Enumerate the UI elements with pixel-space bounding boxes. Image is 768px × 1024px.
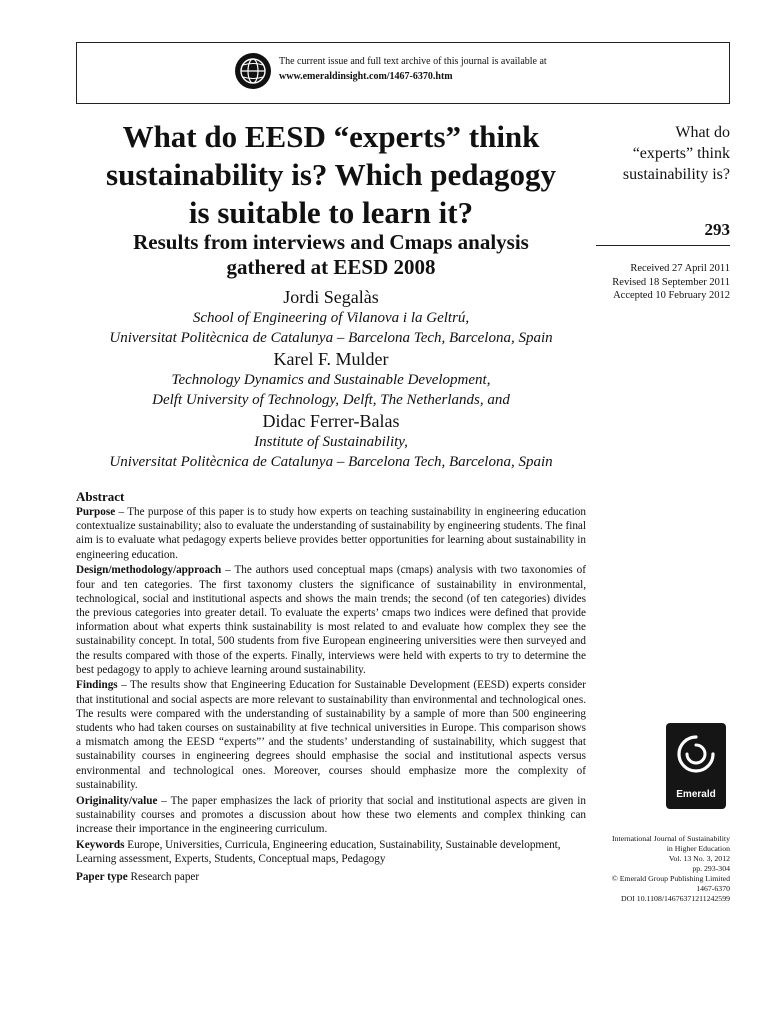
abstract-section-design	[76, 563, 586, 677]
revised-date: Revised 18 September 2011	[612, 276, 730, 288]
subtitle-line: Results from interviews and Cmaps analysis	[133, 230, 529, 254]
issn: 1467-6370	[696, 884, 730, 893]
abstract-body	[76, 505, 586, 886]
abstract-heading: Abstract	[76, 489, 125, 504]
author-affiliation: Institute of Sustainability,	[254, 434, 408, 450]
page-range: pp. 293-304	[692, 864, 730, 873]
running-head-line: What do	[675, 124, 730, 141]
title-line: What do EESD “experts” think	[122, 119, 540, 154]
section-label: Findings	[76, 679, 118, 692]
paper-type	[76, 870, 586, 884]
section-label: Originality/value	[76, 794, 158, 807]
accepted-date: Accepted 10 February 2012	[613, 290, 730, 301]
abstract-section-originality	[76, 794, 586, 837]
running-head	[590, 122, 730, 185]
emerald-logo	[666, 723, 726, 809]
keywords-text: Europe, Universities, Curricula, Engineering education, Sustainability, Sustainable development, Learning assessment, Experts, Students, Conceptual maps, Pedagogy	[76, 838, 561, 865]
keywords	[76, 838, 586, 866]
section-text: – The authors used conceptual maps (cmaps) analysis with two taxonomies of four and ten categories. The first taxonomy clusters the significance of sustainability in environmental, technological, social and institutional aspects and shows the main trends; the second (of ten categories) divides the previous categories into greater detail. To evaluate the experts’ cmaps two indices were defined that provide information about what experts think sustainability is most related to and evaluate how complex they see the sustainability concept. In total, 500 students from five European engineering universities were then surveyed and the results compared with those of the experts. Finally, interviews were held with experts to try to determine the best pedagogy to apply to achieve learning around sustainability.	[76, 564, 586, 676]
submission-dates	[560, 262, 730, 303]
received-date: Received 27 April 2011	[630, 263, 730, 274]
author-block	[76, 348, 586, 410]
emerald-logo-text: Emerald	[676, 789, 716, 800]
doi: DOI 10.1108/14676371211242599	[620, 894, 730, 903]
journal-url-link[interactable]: www.emeraldinsight.com/1467-6370.htm	[279, 71, 453, 82]
abstract-section-purpose	[76, 505, 586, 562]
globe-logo-icon	[235, 53, 271, 89]
publication-info	[560, 834, 730, 904]
author-affiliation: Universitat Politècnica de Catalunya – Barcelona Tech, Barcelona, Spain	[109, 330, 553, 346]
banner-text: The current issue and full text archive of this journal is available at	[279, 56, 547, 67]
author-name: Didac Ferrer-Balas	[262, 411, 400, 431]
journal-name-cont: in Higher Education	[666, 844, 730, 853]
title-line: is suitable to learn it?	[188, 195, 474, 230]
volume-issue: Vol. 13 No. 3, 2012	[668, 854, 730, 863]
paper-type-label: Paper type	[76, 871, 128, 884]
author-name: Karel F. Mulder	[273, 349, 389, 369]
author-affiliation: Delft University of Technology, Delft, The Netherlands, and	[152, 392, 510, 408]
section-text: – The paper emphasizes the lack of priority that social and institutional aspects are given in sustainability courses and promotes a discussion about how these two elements and complex thinking can increase their importance in the engineering curriculum.	[76, 794, 586, 835]
abstract-section-findings	[76, 678, 586, 792]
subtitle-line: gathered at EESD 2008	[226, 255, 436, 279]
author-block	[76, 286, 586, 348]
copyright: © Emerald Group Publishing Limited	[611, 874, 730, 883]
paper-type-text: Research paper	[127, 871, 200, 884]
page-number: 293	[704, 220, 730, 239]
author-affiliation: Universitat Politècnica de Catalunya – Barcelona Tech, Barcelona, Spain	[109, 454, 553, 470]
title-line: sustainability is? Which pedagogy	[106, 157, 556, 192]
author-block	[76, 410, 586, 472]
author-affiliation: School of Engineering of Vilanova i la Geltrú,	[192, 310, 470, 326]
journal-name: International Journal of Sustainability	[611, 834, 730, 843]
author-name: Jordi Segalàs	[283, 287, 379, 307]
article-title	[76, 118, 586, 232]
section-label: Design/methodology/approach	[76, 564, 222, 577]
author-affiliation: Technology Dynamics and Sustainable Development,	[171, 372, 491, 388]
emerald-swirl-icon	[666, 723, 726, 789]
page-number-rule	[596, 245, 730, 246]
section-text: – The purpose of this paper is to study how experts on teaching sustainability in engineering education contextualize sustainability; also to evaluate the understanding of sustainability by engineering students. The final aim is to evaluate what pedagogy experts believe provides better opportunities for learning about sustainability in engineering education.	[76, 506, 586, 561]
running-head-line: sustainability is?	[622, 166, 730, 183]
section-label: Purpose	[76, 506, 116, 518]
running-head-line: “experts” think	[632, 145, 730, 162]
journal-archive-banner	[76, 42, 730, 104]
section-text: – The results show that Engineering Education for Sustainable Development (EESD) experts consider that institutional and social aspects are more relevant to sustainability than environmental and technological ones. The results were compared with the understanding of sustainability by a sample of more than 500 engineering students who had taken courses on sustainability at five technical universities in Europe. This comparison shows a mismatch among the EESD “experts”’ and the students’ understanding of sustainability, which suggest that sustainability courses in engineering degrees should emphasise the social and institutional aspects versus environmental and technological ones. Moreover, courses should emphasize more the complexity of sustainability.	[76, 679, 586, 791]
keywords-label: Keywords	[76, 838, 125, 851]
article-subtitle	[76, 230, 586, 280]
